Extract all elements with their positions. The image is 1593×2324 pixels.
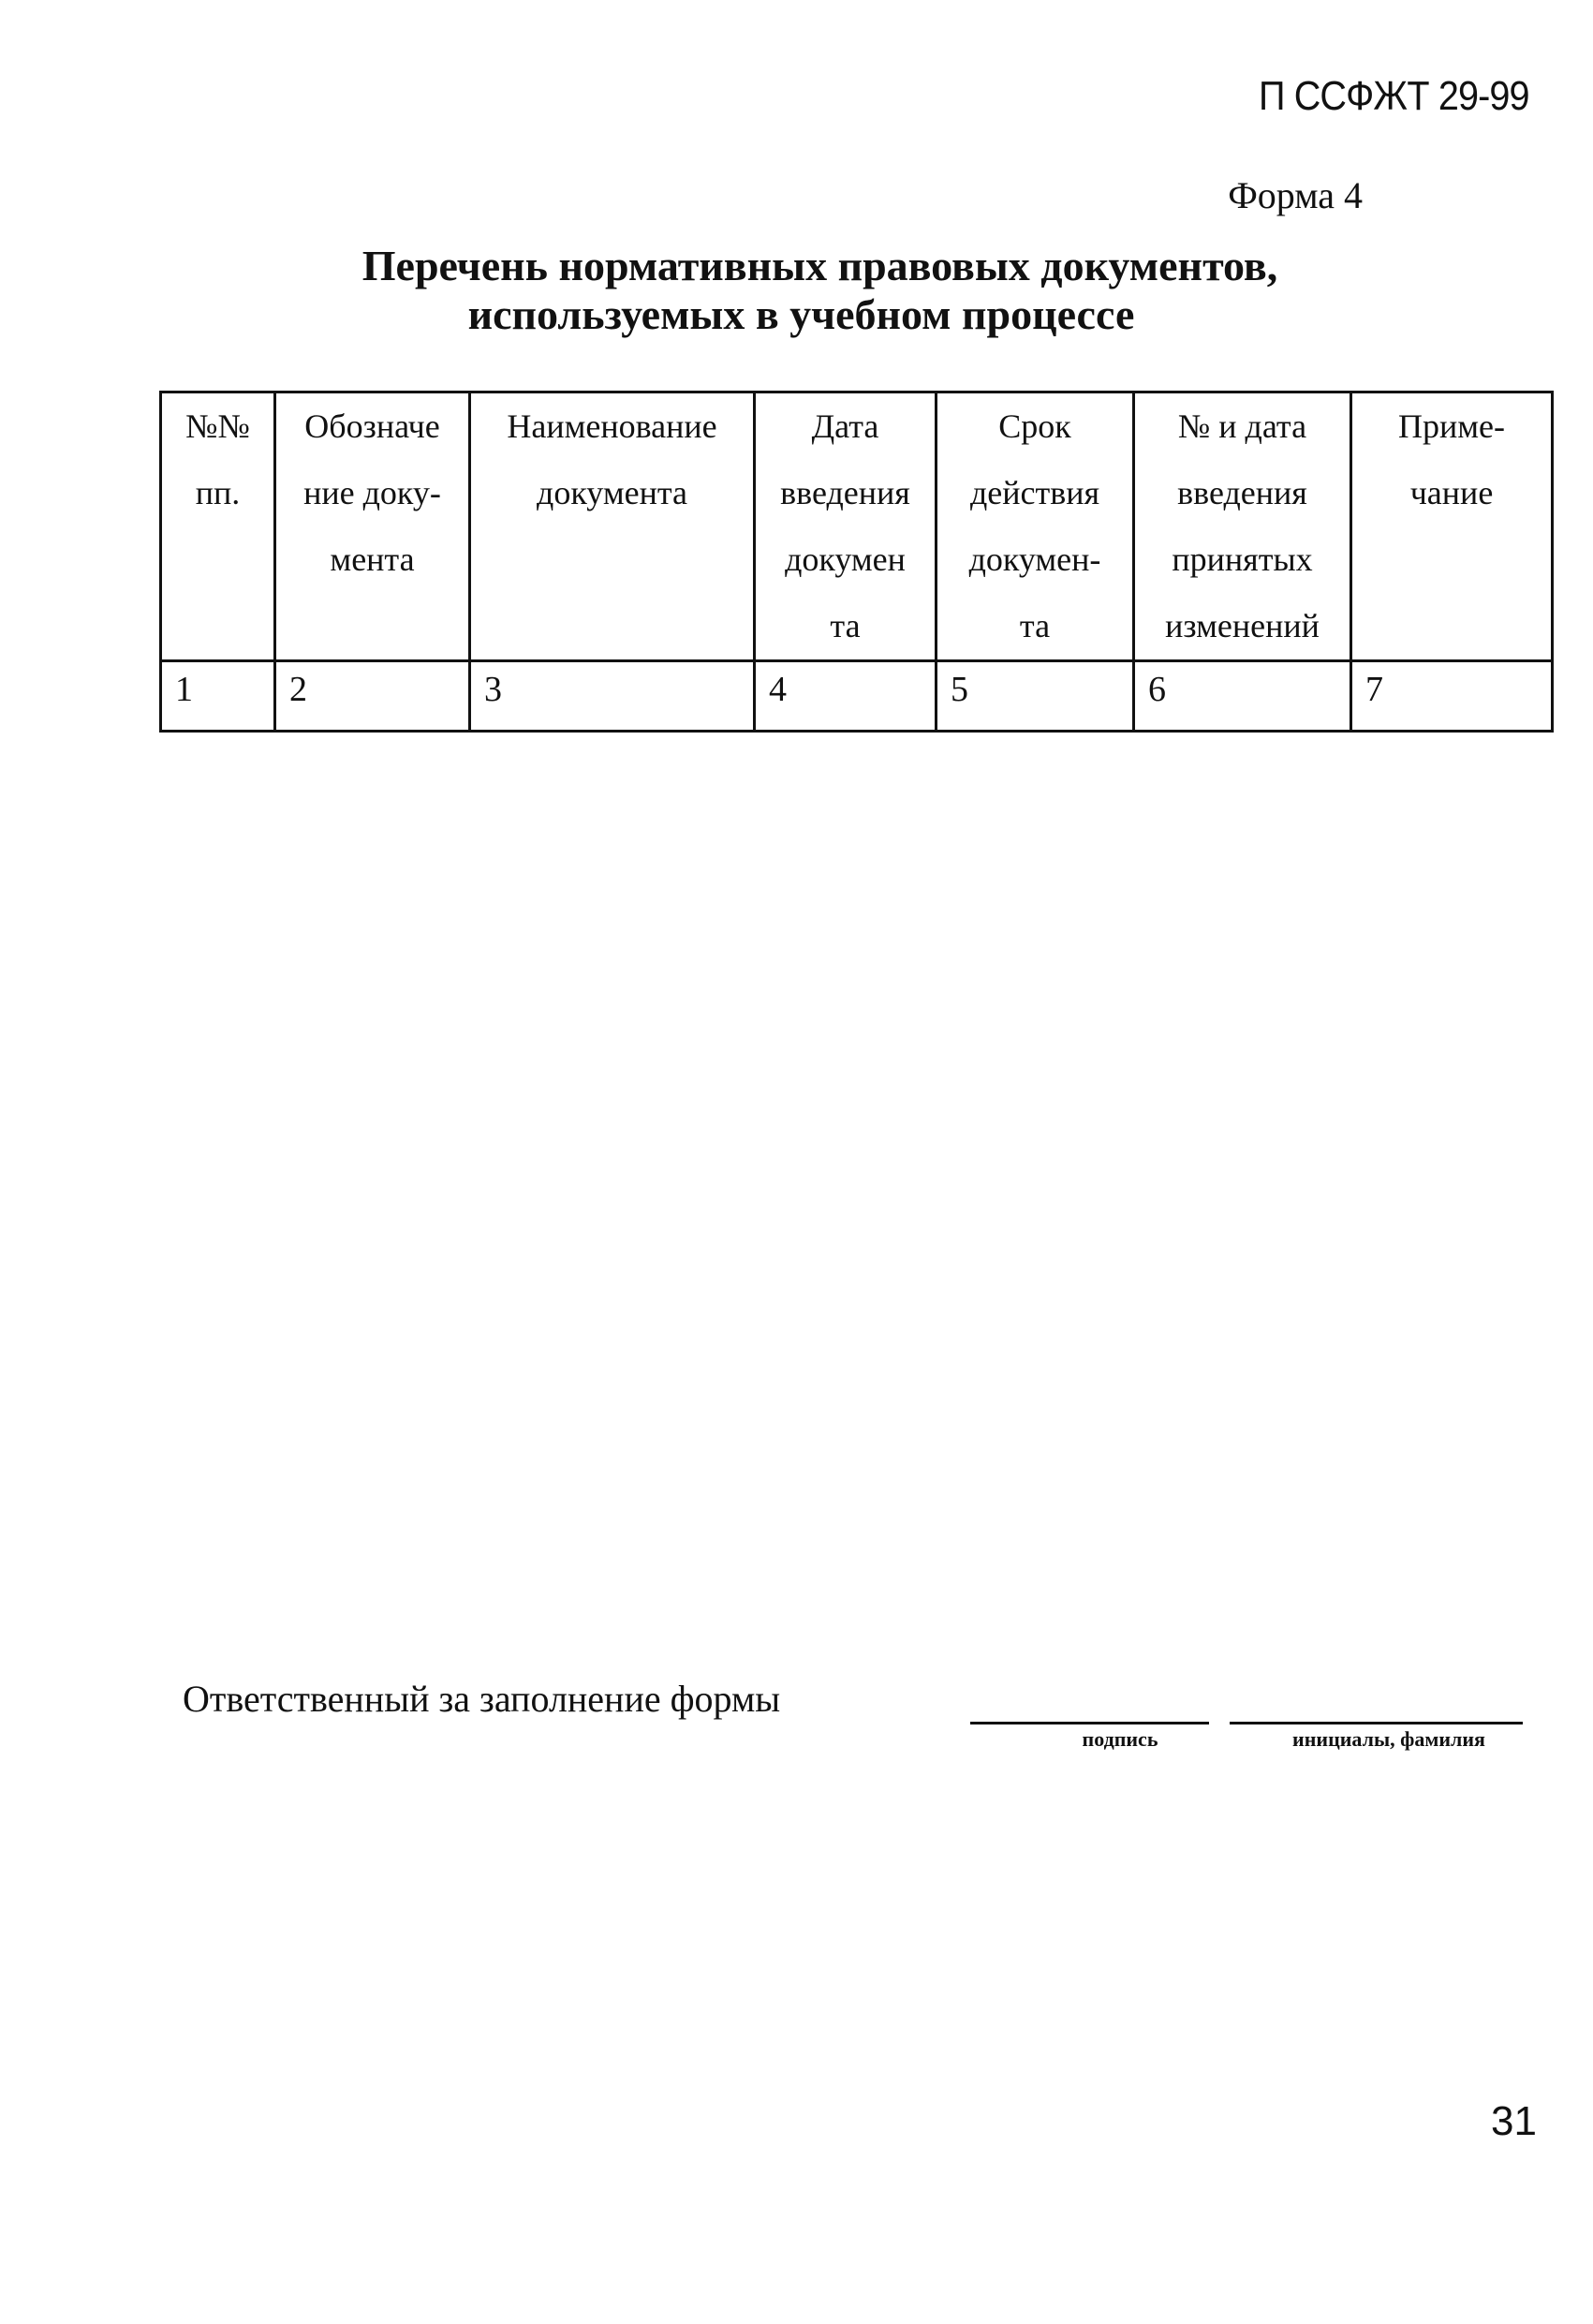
signature-line bbox=[970, 1722, 1209, 1724]
documents-table bbox=[159, 391, 1554, 733]
column-number-row bbox=[161, 661, 1553, 732]
document-code: П ССФЖТ 29-99 bbox=[1259, 73, 1529, 119]
page-number: 31 bbox=[1491, 2098, 1537, 2144]
column-number-cell: 1 bbox=[161, 661, 275, 732]
responsible-label: Ответственный за заполнение формы bbox=[183, 1678, 781, 1720]
title-line-2: используемых в учебном процессе bbox=[467, 290, 1135, 338]
header-cell-number: №№ пп. bbox=[161, 392, 275, 661]
page-title bbox=[0, 242, 1593, 339]
header-cell-validity: Срок действия докумен- та bbox=[937, 392, 1134, 661]
form-label: Форма 4 bbox=[1228, 174, 1363, 216]
header-cell-effective-date: Дата введения докумен та bbox=[755, 392, 937, 661]
column-number-cell: 3 bbox=[470, 661, 755, 732]
signature-caption: подпись bbox=[1082, 1727, 1158, 1751]
column-number-cell: 6 bbox=[1134, 661, 1351, 732]
table-header-row bbox=[161, 392, 1553, 661]
name-line bbox=[1230, 1722, 1523, 1724]
column-number-cell: 4 bbox=[755, 661, 937, 732]
column-number-cell: 2 bbox=[275, 661, 470, 732]
header-cell-changes: № и дата введения принятых изменений bbox=[1134, 392, 1351, 661]
header-cell-designation: Обозначе ние доку- мента bbox=[275, 392, 470, 661]
header-cell-name: Наименование документа bbox=[470, 392, 755, 661]
name-caption: инициалы, фамилия bbox=[1292, 1727, 1485, 1751]
header-cell-note: Приме- чание bbox=[1351, 392, 1553, 661]
title-line-1: Перечень нормативных правовых документов, bbox=[361, 242, 1278, 289]
column-number-cell: 7 bbox=[1351, 661, 1553, 732]
column-number-cell: 5 bbox=[937, 661, 1134, 732]
